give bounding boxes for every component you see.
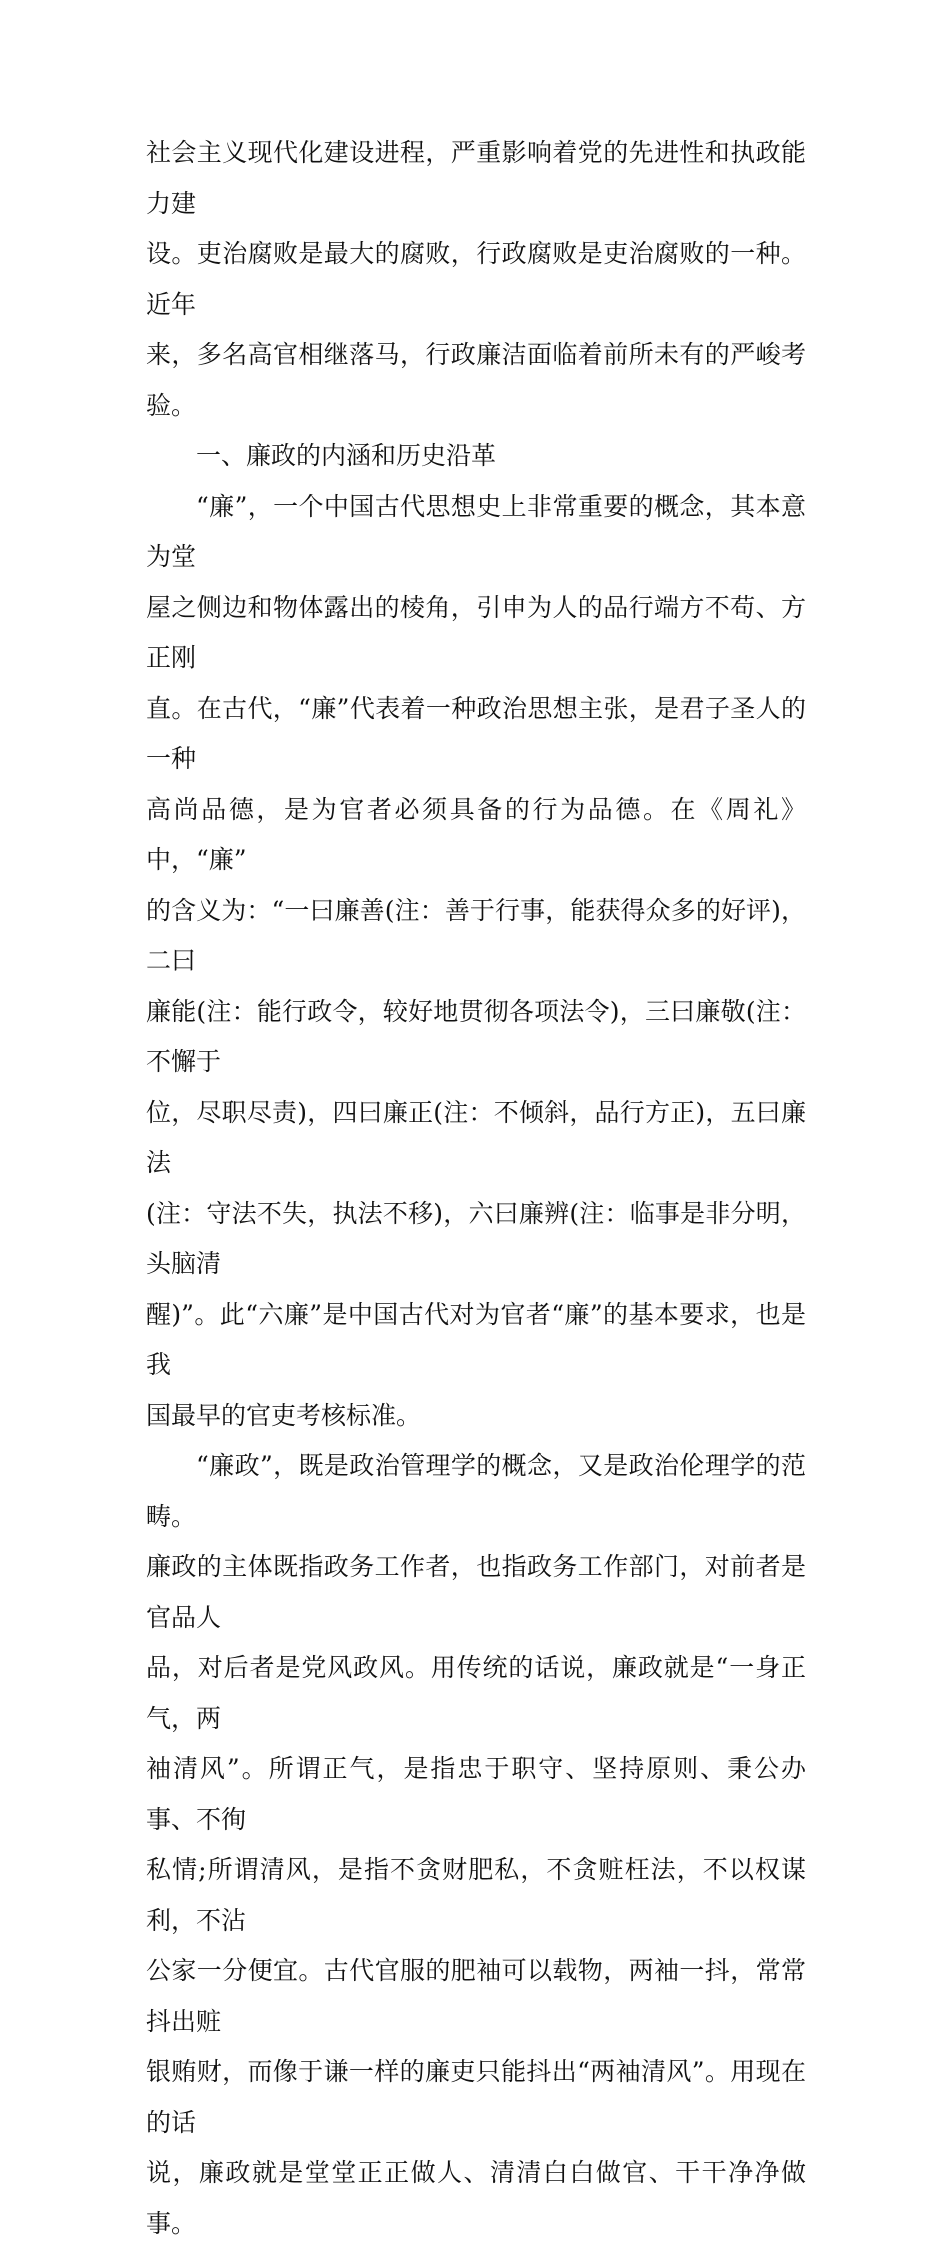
section-heading: 一、廉政的内涵和历史沿革	[196, 441, 497, 470]
paragraph-lianzheng-definition: “廉政”，既是政治管理学的概念，又是政治伦理学的范畴。 廉政的主体既指政务工作者，也指政务工作部门，对前者是官品人 品，对后者是党风政风。用传统的话说，廉政就是“一身正气，两 袖清风”。所谓正气，是指忠于职守、坚持原则、秉公办事、不徇 私情;所谓清风，是指不贪财肥私，不贪赃枉法，不以权谋利，不沾 公家一分便宜。古代官服的肥袖可以载物，两袖一抖，常常抖出赃 银贿财，而像于谦一样的廉吏只能抖出“两袖清风”。用现在的话 说，廉政就是堂堂正正做人、清清白白做官、干干净净做事。	[146, 1451, 806, 2238]
paragraph-lian-definition: “廉”，一个中国古代思想史上非常重要的概念，其本意为堂 屋之侧边和物体露出的棱角，引申为人的品行端方不苟、方正刚 直。在古代，“廉”代表着一种政治思想主张，是君子圣人的一种 高尚品德，是为官者必须具备的行为品德。在《周礼》中，“廉” 的含义为：“一曰廉善(注：善于行事，能获得众多的好评)，二曰 廉能(注：能行政令，较好地贯彻各项法令)，三曰廉敬(注：不懈于 位，尽职尽责)，四曰廉正(注：不倾斜，品行方正)，五曰廉法 (注：守法不失，执法不移)，六曰廉辨(注：临事是非分明，头脑清 醒)”。此“六廉”是中国古代对为官者“廉”的基本要求，也是我 国最早的官吏考核标准。	[146, 491, 806, 1430]
paragraph-intro: 社会主义现代化建设进程，严重影响着党的先进性和执政能力建 设。吏治腐败是最大的腐败，行政腐败是吏治腐败的一种。近年 来，多名高官相继落马，行政廉洁面临着前所未有的严峻考验。	[146, 138, 806, 420]
document-body	[146, 128, 806, 2249]
